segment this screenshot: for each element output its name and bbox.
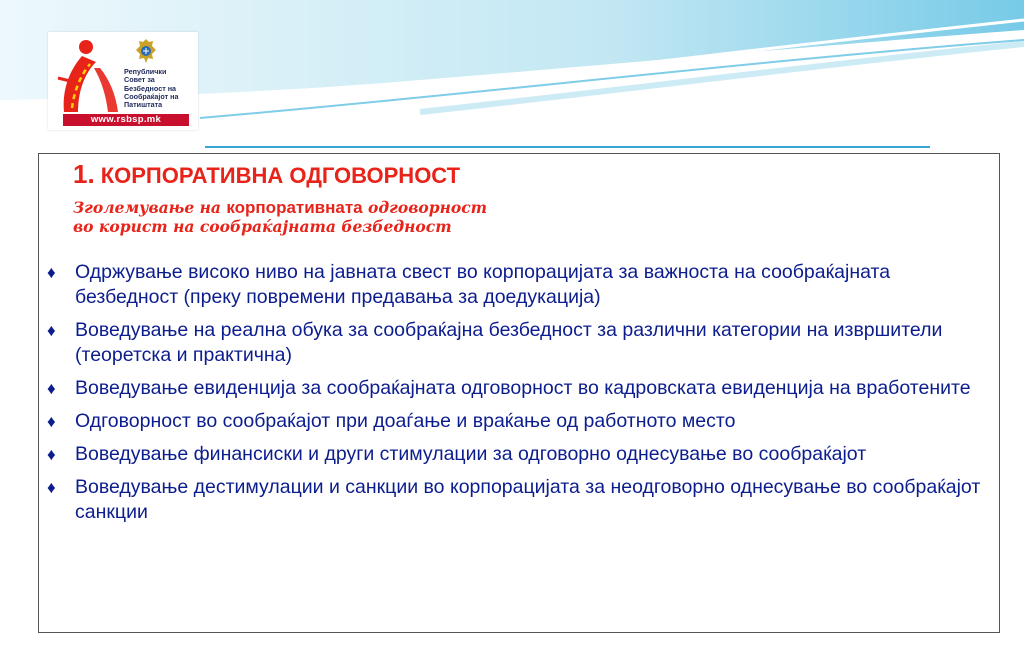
subtitle-line-2: во корист на сообраќајната безбедност: [73, 217, 452, 236]
org-name-line: Совет за: [124, 75, 155, 85]
org-name-line: Републички: [124, 67, 167, 76]
org-name-line: Патиштата: [124, 100, 163, 110]
content-frame: [38, 153, 1000, 633]
rsbsp-logo: [48, 32, 198, 130]
diamond-bullet-icon: ♦: [47, 445, 56, 464]
diamond-bullet-icon: ♦: [47, 379, 56, 398]
bullet-text: Воведување на реална обука за сообраќајна безбедност за различни категории на извршители (теоретска и практична): [75, 319, 943, 366]
bullet-text: Одговорност во сообраќајот при доаѓање и враќање од работното место: [75, 410, 736, 432]
slide-title: [73, 160, 460, 190]
diamond-bullet-icon: ♦: [47, 321, 56, 340]
road-figure-icon: [54, 38, 126, 114]
bullet-text: Одржување високо ниво на јавната свест во корпорациjата за важноста на сообраќајната безбедност (преку повремени предавања за доедукација): [75, 261, 891, 308]
organization-name: [124, 68, 198, 109]
subtitle-line-1: [73, 198, 593, 217]
bullet-list: [47, 260, 992, 533]
bullet-text: Воведување дестимулации и санкции во корпорацијата за неодговорно однесување во сообраќајот санкции: [75, 476, 981, 523]
subtitle-text: Зголемување на: [73, 198, 221, 217]
diamond-bullet-icon: ♦: [47, 263, 56, 282]
bullet-text: Воведување финансиски и други стимулации за одговорно однесување во сообраќајот: [75, 443, 867, 465]
header-rule: [205, 146, 930, 148]
list-item: [47, 318, 992, 368]
website-url: www.rsbsp.mk: [63, 114, 189, 126]
list-item: [47, 260, 992, 310]
subtitle-text: одговорност: [368, 198, 488, 217]
title-number: 1.: [73, 159, 95, 189]
list-item: [47, 376, 992, 401]
diamond-bullet-icon: ♦: [47, 478, 56, 497]
title-text: КОРПОРАТИВНА ОДГОВОРНОСТ: [100, 163, 461, 188]
org-name-line: Безбедност на: [124, 83, 177, 93]
bullet-text: Воведување евиденција за сообраќајната одговорност во кадровската евиденција на вработените: [75, 377, 971, 399]
list-item: [47, 475, 992, 525]
subtitle-emphasis: корпоративната: [226, 198, 363, 217]
coat-of-arms-icon: [134, 38, 158, 64]
slide-subtitle: [73, 198, 593, 236]
diamond-bullet-icon: ♦: [47, 412, 56, 431]
list-item: [47, 442, 992, 467]
org-name-line: Сообраќајот на: [124, 91, 179, 101]
list-item: [47, 409, 992, 434]
